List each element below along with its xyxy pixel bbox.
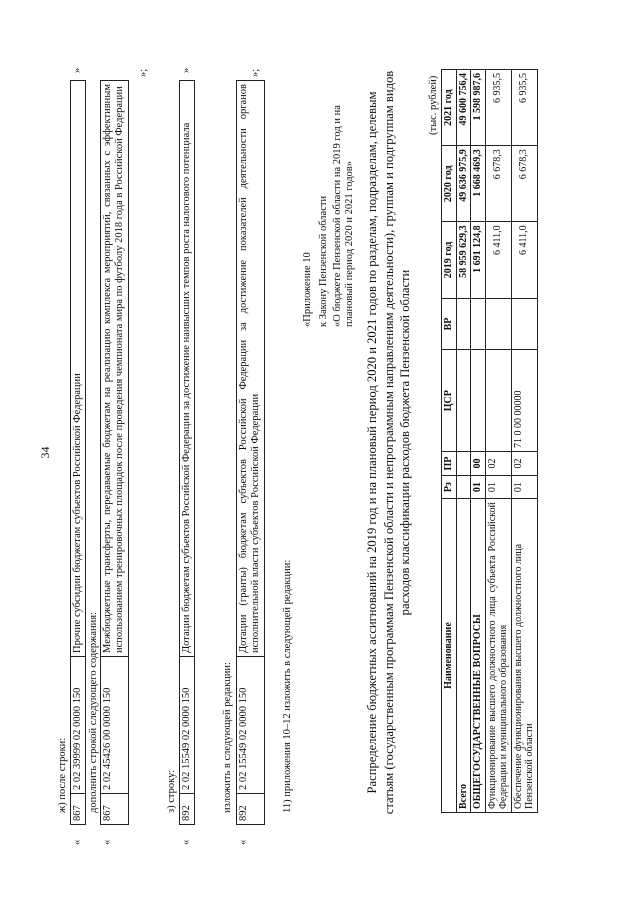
code-admin: 867: [101, 794, 129, 825]
units-label: (тыс. рублей): [428, 75, 439, 135]
row-text: Дотации (гранты) бюджетам субъектов Российской Федерации за достижение показателей деятельности органов исполнительной власти субъектов Российской Федерации: [237, 81, 265, 657]
item-11: 11) приложения 10–12 изложить в следующей редакции:: [282, 559, 293, 813]
col-rz-header: Рз: [442, 476, 457, 499]
row-pr: [456, 451, 471, 475]
row-rz: 01: [471, 476, 486, 499]
row-2019: 6 411,0: [511, 222, 537, 298]
row-name: ОБЩЕГОСУДАРСТВЕННЫЕ ВОПРОСЫ: [471, 499, 486, 813]
quote-close: »: [72, 67, 83, 73]
row-2020: 6 678,3: [511, 146, 537, 222]
row-name: Всего: [456, 499, 471, 813]
row-text: Дотации бюджетам субъектов Российской Федерации за достижение наивысших темпов роста налогового потенциала: [180, 81, 195, 657]
row-name: Функционирование высшего должностного лица субъекта Российской Федерации и муниципального образования: [485, 499, 511, 813]
quote-open: «: [238, 839, 249, 845]
code-admin: 892: [180, 794, 195, 825]
table-row: [471, 70, 486, 813]
row-892-dotations: [179, 80, 195, 825]
code-admin: 892: [237, 794, 265, 825]
row-2021: 6 935,5: [511, 70, 537, 146]
row-pr: 02: [485, 451, 511, 475]
budget-table: [441, 69, 538, 813]
col-name-header: Наименование: [442, 499, 457, 813]
row-csr: [456, 350, 471, 452]
row-2020: 49 636 975,9: [456, 146, 471, 222]
section-zh-label: ж) после строки:: [57, 737, 68, 813]
col-2020-header: 2020 год: [442, 146, 457, 222]
col-csr-header: ЦСР: [442, 350, 457, 452]
row-name: Обеспечение функционирования высшего должностного лица Пензенской области: [511, 499, 537, 813]
quote-open: «: [181, 839, 192, 845]
col-2021-header: 2021 год: [442, 70, 457, 146]
row-csr: [471, 350, 486, 452]
table-header-row: [442, 70, 457, 813]
appendix-law: к Закону Пензенской области: [318, 195, 329, 327]
row-vr: [456, 298, 471, 350]
page-number: 34: [38, 446, 52, 459]
code-budget: 2 02 45426 00 0000 150: [101, 657, 129, 794]
row-vr: [511, 298, 537, 350]
row-vr: [485, 298, 511, 350]
row-rz: [456, 476, 471, 499]
row-867-transfers: [100, 80, 129, 825]
row-2020: 6 678,3: [485, 146, 511, 222]
row-pr: 00: [471, 451, 486, 475]
col-pr-header: ПР: [442, 451, 457, 475]
quote-open: «: [102, 839, 113, 845]
col-vr-header: ВР: [442, 298, 457, 350]
table-heading: Распределение бюджетных ассигнований на 2019 год и на плановый период 2020 и 2021 годов по разделам, подразделам, целевым статьям (государственным программам Пензенской области и непрограммным направлениям деятельности), группам и подгруппам видов расходов классификации расходов бюджета Пензенской области: [365, 70, 413, 815]
code-admin: 867: [71, 794, 86, 825]
row-2021: 6 935,5: [485, 70, 511, 146]
row-2019: 6 411,0: [485, 222, 511, 298]
table-row: [456, 70, 471, 813]
section-z-label2: изложить в следующей редакции:: [222, 662, 233, 813]
code-budget: 2 02 39999 02 0000 150: [71, 657, 86, 794]
row-csr: 71 0 00 00000: [511, 350, 537, 452]
section-z-label: з) строку:: [166, 769, 177, 813]
code-budget: 2 02 15549 02 0000 150: [237, 657, 265, 794]
row-2020: 1 668 469,3: [471, 146, 486, 222]
section-zh-add-label: дополнить строкой следующего содержания:: [88, 611, 99, 813]
quote-close: »;: [138, 68, 149, 77]
col-2019-header: 2019 год: [442, 222, 457, 298]
row-2019: 1 691 124,8: [471, 222, 486, 298]
row-2021: 49 600 756,4: [456, 70, 471, 146]
table-row: [485, 70, 511, 813]
quote-close: »: [181, 67, 192, 73]
row-rz: 01: [485, 476, 511, 499]
quote-close: »;: [250, 68, 261, 77]
row-2021: 1 598 987,6: [471, 70, 486, 146]
row-rz: 01: [511, 476, 537, 499]
row-892-grants: [236, 80, 265, 825]
quote-open: «: [72, 839, 83, 845]
row-2019: 58 959 629,3: [456, 222, 471, 298]
code-budget: 2 02 15549 02 0000 150: [180, 657, 195, 794]
row-text: Прочие субсидии бюджетам субъектов Российской Федерации: [71, 81, 86, 657]
row-csr: [485, 350, 511, 452]
appendix-title: «Приложение 10: [302, 252, 313, 327]
row-vr: [471, 298, 486, 350]
row-text: Межбюджетные трансферты, передаваемые бюджетам на реализацию комплекса мероприятий, связанных с эффективным использованием тренировочных площадок после проведения чемпионата мира по футболу 2018 года в Российской Федерации: [101, 81, 129, 657]
row-867-subsidies: [70, 80, 86, 825]
appendix-law-name: «О бюджете Пензенской области на 2019 год и на плановый период 2020 и 2021 годов»: [332, 105, 356, 327]
table-row: [511, 70, 537, 813]
row-pr: 02: [511, 451, 537, 475]
